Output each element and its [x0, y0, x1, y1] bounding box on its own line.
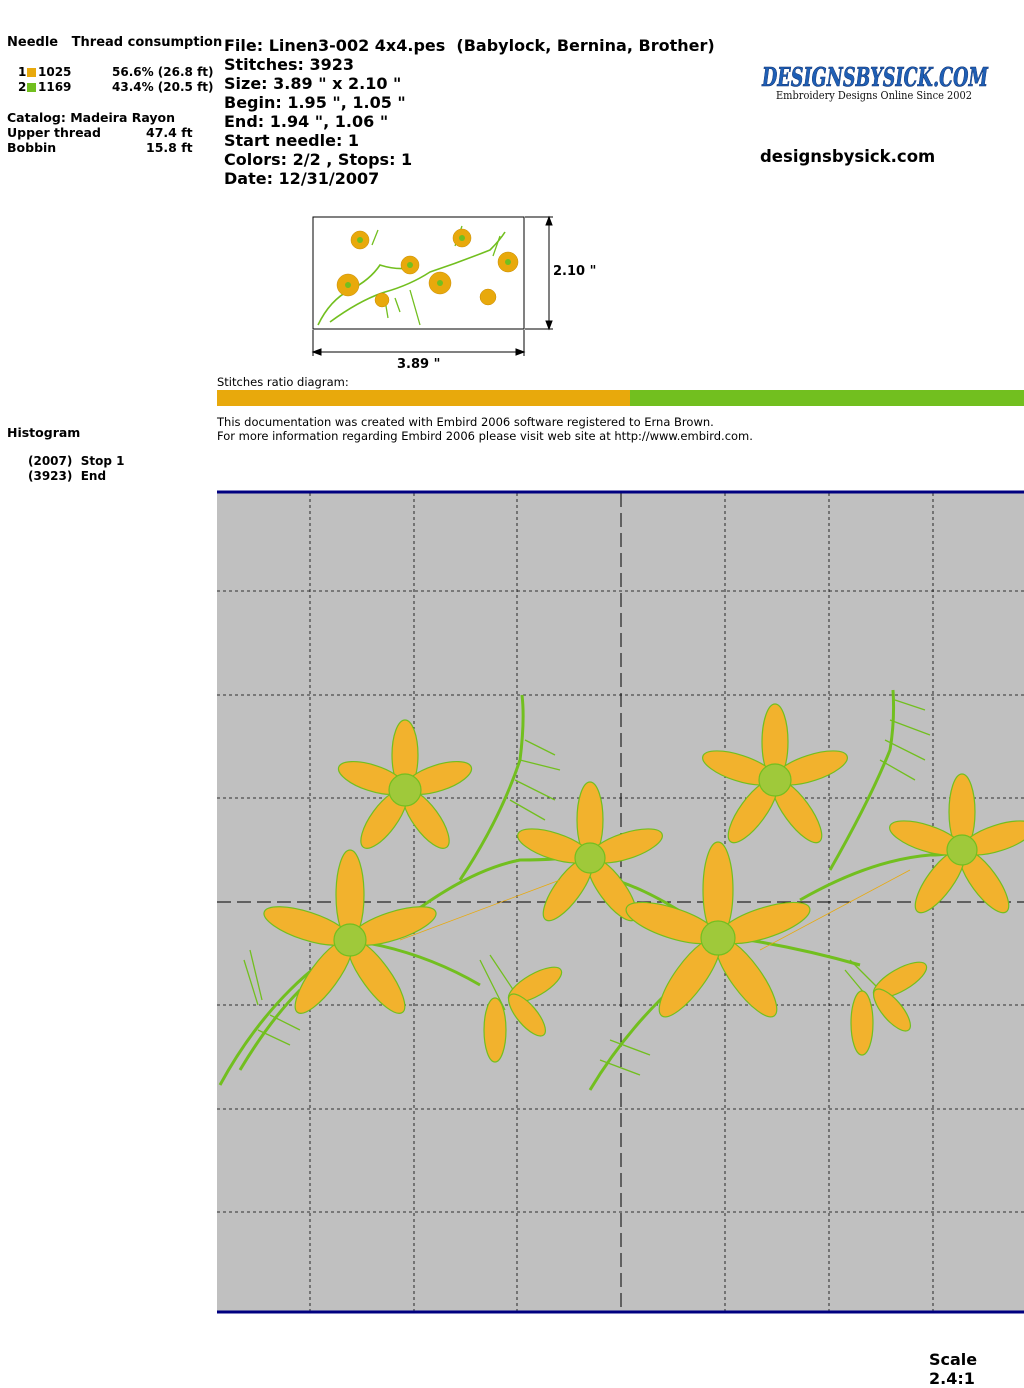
file-name: File: Linen3-002 4x4.pes (Babylock, Bernina, Brother): [224, 36, 715, 55]
preview-width-label: 3.89 ": [397, 357, 441, 372]
bobbin-row: [7, 140, 207, 155]
site-name: designsbysick.com: [760, 147, 936, 166]
thread-row: [18, 65, 214, 79]
upper-thread-row: [7, 125, 207, 140]
needle-number: 2: [18, 80, 27, 94]
design-canvas: [217, 490, 1024, 1315]
design-date: Date: 12/31/2007: [224, 169, 380, 188]
histogram-label: End: [80, 469, 107, 483]
consumption-header: Thread consumption: [71, 35, 223, 50]
upper-thread-label: Upper thread: [7, 125, 101, 140]
start-needle: Start needle: 1: [224, 131, 360, 150]
logo-tagline: Embroidery Designs Online Since 2002: [776, 89, 972, 102]
begin-point: Begin: 1.95 ", 1.05 ": [224, 93, 406, 112]
colors-stops: Colors: 2/2 , Stops: 1: [224, 150, 413, 169]
stitches-ratio-bar: [217, 390, 1024, 406]
thread-consumption: 43.4% (20.5 ft): [112, 80, 214, 94]
designsbysick-logo: [760, 58, 992, 103]
preview-height-label: 2.10 ": [553, 264, 597, 279]
needle-header: Needle: [7, 35, 59, 50]
upper-thread-value: 47.4 ft: [146, 125, 193, 140]
thread-consumption: 56.6% (26.8 ft): [112, 65, 214, 79]
logo-wordmark: DESIGNSBYSICK.COM: [761, 63, 989, 93]
catalog-name: Catalog: Madeira Rayon: [7, 110, 176, 125]
end-point: End: 1.94 ", 1.06 ": [224, 112, 389, 131]
ratio-segment-thread-1: [217, 390, 630, 406]
scale-label: Scale 2.4:1: [929, 1350, 978, 1388]
histogram-title: Histogram: [7, 425, 81, 440]
bobbin-label: Bobbin: [7, 140, 57, 155]
thread-color-swatch: [27, 68, 36, 77]
bobbin-value: 15.8 ft: [146, 140, 193, 155]
thread-table-header: [7, 35, 222, 50]
histogram-count: (2007): [28, 454, 73, 468]
ratio-label: Stitches ratio diagram:: [217, 375, 349, 389]
histogram-label: Stop 1: [80, 454, 125, 468]
ratio-segment-thread-2: [630, 390, 1024, 406]
histogram-row: [28, 469, 106, 483]
design-preview: [300, 210, 610, 375]
thread-color-swatch: [27, 83, 36, 92]
doc-note-line-2: For more information regarding Embird 2006 please visit web site at http://www.embird.com.: [217, 429, 753, 443]
histogram-count: (3923): [28, 469, 73, 483]
thread-row: [18, 80, 214, 94]
histogram-row: [28, 454, 124, 468]
thread-code: 1169: [38, 80, 72, 94]
stitch-count: Stitches: 3923: [224, 55, 355, 74]
thread-code: 1025: [38, 65, 72, 79]
doc-note-line-1: This documentation was created with Embird 2006 software registered to Erna Brown.: [217, 415, 714, 429]
design-size: Size: 3.89 " x 2.10 ": [224, 74, 402, 93]
needle-number: 1: [18, 65, 27, 79]
